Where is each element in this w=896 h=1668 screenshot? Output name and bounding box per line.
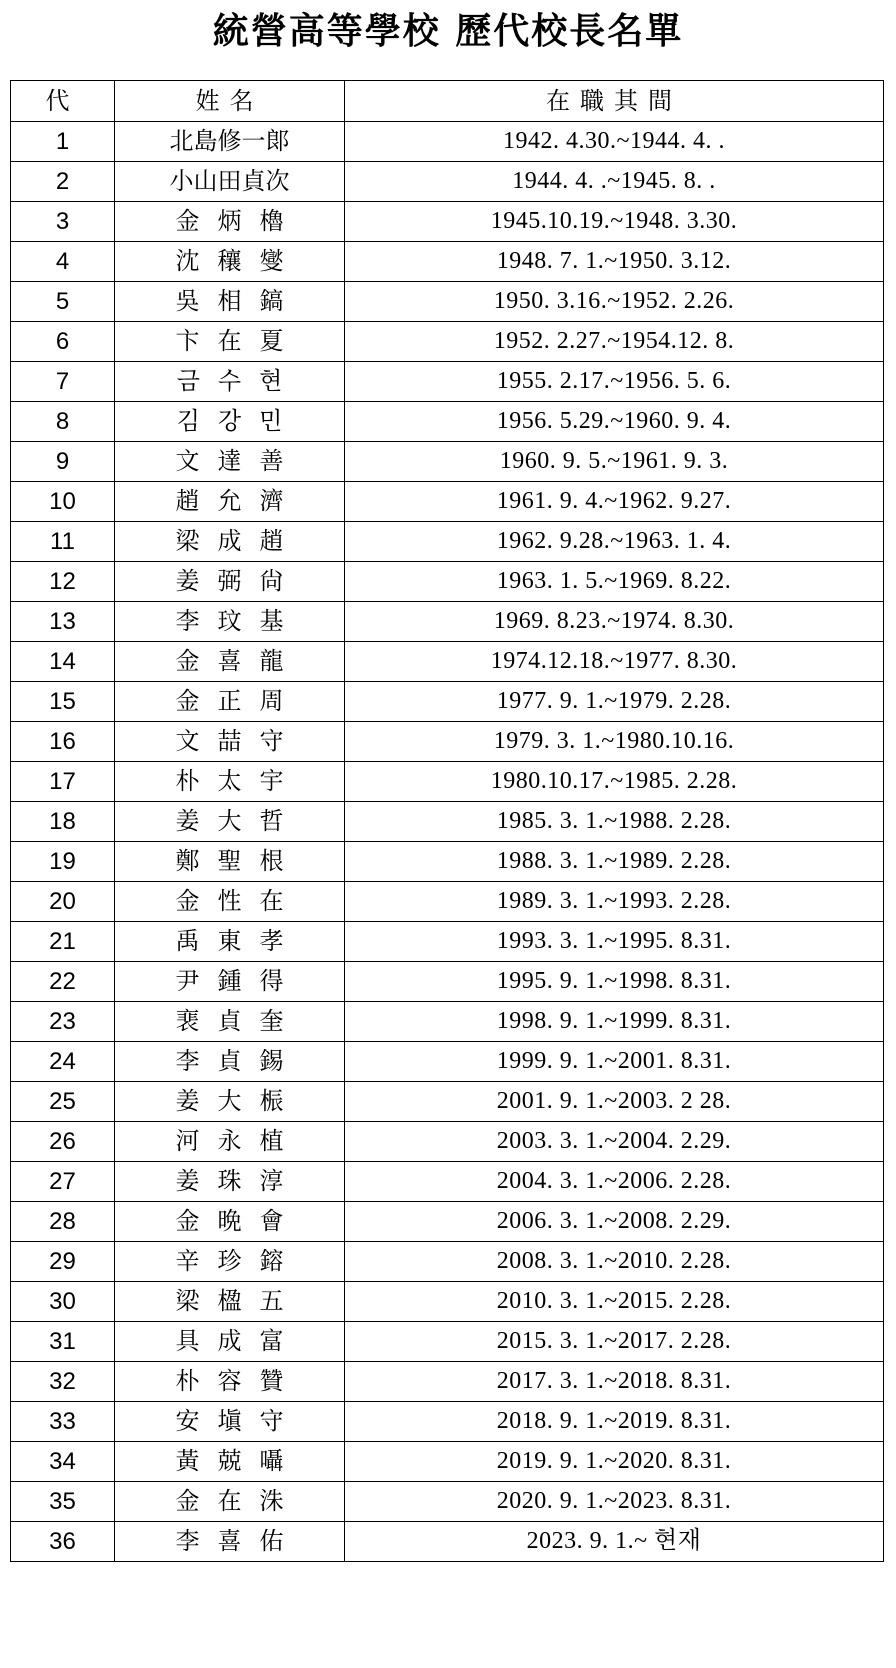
term-cell: 1998. 9. 1.~1999. 8.31. (345, 1002, 884, 1042)
term-cell: 1974.12.18.~1977. 8.30. (345, 642, 884, 682)
generation-cell: 9 (11, 442, 115, 482)
term-cell: 1980.10.17.~1985. 2.28. (345, 762, 884, 802)
table-row (11, 1242, 884, 1282)
principal-name: 安塡守 (175, 1407, 302, 1435)
term-cell: 1989. 3. 1.~1993. 2.28. (345, 882, 884, 922)
table-row (11, 1162, 884, 1202)
generation-cell: 36 (11, 1522, 115, 1562)
table-row (11, 842, 884, 882)
term-cell: 2001. 9. 1.~2003. 2 28. (345, 1082, 884, 1122)
principal-name: 姜珠淳 (175, 1167, 302, 1195)
table-row (11, 642, 884, 682)
term-cell: 1963. 1. 5.~1969. 8.22. (345, 562, 884, 602)
term-cell: 2017. 3. 1.~2018. 8.31. (345, 1362, 884, 1402)
principal-name: 文喆守 (175, 727, 302, 755)
generation-cell: 5 (11, 282, 115, 322)
term-cell: 1961. 9. 4.~1962. 9.27. (345, 482, 884, 522)
term-cell: 1979. 3. 1.~1980.10.16. (345, 722, 884, 762)
term-cell: 2015. 3. 1.~2017. 2.28. (345, 1322, 884, 1362)
principal-name: 裵貞奎 (175, 1007, 302, 1035)
table-row (11, 722, 884, 762)
principal-name: 朴太宇 (175, 767, 302, 795)
term-cell: 1969. 8.23.~1974. 8.30. (345, 602, 884, 642)
principal-name: 姜大桭 (175, 1087, 302, 1115)
name-cell (115, 122, 345, 162)
table-row (11, 762, 884, 802)
table-row (11, 1402, 884, 1442)
principal-name: 金喜龍 (175, 647, 302, 675)
generation-cell: 31 (11, 1322, 115, 1362)
table-row (11, 1002, 884, 1042)
table-row (11, 362, 884, 402)
name-cell (115, 1522, 345, 1562)
principal-name: 李貞錫 (175, 1047, 302, 1075)
principal-name: 姜大哲 (175, 807, 302, 835)
generation-cell: 23 (11, 1002, 115, 1042)
generation-cell: 24 (11, 1042, 115, 1082)
term-cell: 1950. 3.16.~1952. 2.26. (345, 282, 884, 322)
generation-cell: 35 (11, 1482, 115, 1522)
principal-name: 李玟基 (175, 607, 302, 635)
term-cell: 2006. 3. 1.~2008. 2.29. (345, 1202, 884, 1242)
page-title: 統營高等學校 歷代校長名單 (212, 11, 684, 52)
generation-cell: 10 (11, 482, 115, 522)
term-cell: 2023. 9. 1.~ 현재 (345, 1522, 884, 1562)
principal-name: 北島修一郞 (169, 127, 290, 155)
generation-cell: 15 (11, 682, 115, 722)
table-row (11, 1042, 884, 1082)
generation-cell: 21 (11, 922, 115, 962)
principal-name: 梁楹五 (175, 1287, 302, 1315)
header-generation: 代 (11, 81, 115, 122)
name-cell (115, 482, 345, 522)
term-cell: 1955. 2.17.~1956. 5. 6. (345, 362, 884, 402)
principal-name: 辛珍鎔 (175, 1247, 302, 1275)
table-row (11, 1202, 884, 1242)
name-cell (115, 682, 345, 722)
term-cell: 1952. 2.27.~1954.12. 8. (345, 322, 884, 362)
table-header-row (11, 81, 884, 122)
generation-cell: 7 (11, 362, 115, 402)
generation-cell: 16 (11, 722, 115, 762)
table-row (11, 522, 884, 562)
principal-name: 金性在 (175, 887, 302, 915)
generation-cell: 27 (11, 1162, 115, 1202)
name-cell (115, 402, 345, 442)
generation-cell: 3 (11, 202, 115, 242)
generation-cell: 12 (11, 562, 115, 602)
name-cell (115, 442, 345, 482)
term-cell: 1944. 4. .~1945. 8. . (345, 162, 884, 202)
table-row (11, 1082, 884, 1122)
table-row (11, 1322, 884, 1362)
term-cell: 1995. 9. 1.~1998. 8.31. (345, 962, 884, 1002)
principal-name: 具成富 (175, 1327, 302, 1355)
table-row (11, 962, 884, 1002)
table-row (11, 1482, 884, 1522)
generation-cell: 20 (11, 882, 115, 922)
name-cell (115, 602, 345, 642)
table-row (11, 322, 884, 362)
name-cell (115, 802, 345, 842)
principal-name: 卞在夏 (175, 327, 302, 355)
principal-name: 小山田貞次 (169, 167, 290, 195)
term-cell: 1962. 9.28.~1963. 1. 4. (345, 522, 884, 562)
principal-name: 梁成趙 (175, 527, 302, 555)
name-cell (115, 722, 345, 762)
generation-cell: 11 (11, 522, 115, 562)
principal-name: 李喜佑 (175, 1527, 302, 1555)
name-cell (115, 962, 345, 1002)
table-row (11, 602, 884, 642)
term-cell: 1993. 3. 1.~1995. 8.31. (345, 922, 884, 962)
generation-cell: 33 (11, 1402, 115, 1442)
generation-cell: 28 (11, 1202, 115, 1242)
name-cell (115, 1242, 345, 1282)
term-cell: 2018. 9. 1.~2019. 8.31. (345, 1402, 884, 1442)
term-cell: 2008. 3. 1.~2010. 2.28. (345, 1242, 884, 1282)
principal-name: 金正周 (175, 687, 302, 715)
principal-name: 鄭聖根 (175, 847, 302, 875)
term-cell: 2020. 9. 1.~2023. 8.31. (345, 1482, 884, 1522)
generation-cell: 22 (11, 962, 115, 1002)
name-cell (115, 842, 345, 882)
generation-cell: 32 (11, 1362, 115, 1402)
term-cell: 2004. 3. 1.~2006. 2.28. (345, 1162, 884, 1202)
principal-name: 金炳櫓 (175, 207, 302, 235)
table-row (11, 882, 884, 922)
generation-cell: 30 (11, 1282, 115, 1322)
header-name: 姓名 (115, 81, 345, 122)
term-cell: 1999. 9. 1.~2001. 8.31. (345, 1042, 884, 1082)
name-cell (115, 1082, 345, 1122)
table-row (11, 802, 884, 842)
principal-name: 河永植 (175, 1127, 302, 1155)
name-cell (115, 1282, 345, 1322)
table-row (11, 1362, 884, 1402)
header-term: 在職其間 (345, 81, 884, 122)
name-cell (115, 282, 345, 322)
principal-name: 沈穰燮 (175, 247, 302, 275)
generation-cell: 13 (11, 602, 115, 642)
name-cell (115, 522, 345, 562)
name-cell (115, 1362, 345, 1402)
table-row (11, 562, 884, 602)
principal-name: 文達善 (175, 447, 302, 475)
name-cell (115, 362, 345, 402)
table-row (11, 1522, 884, 1562)
term-cell: 2010. 3. 1.~2015. 2.28. (345, 1282, 884, 1322)
table-row (11, 1122, 884, 1162)
table-row (11, 482, 884, 522)
name-cell (115, 1042, 345, 1082)
term-cell: 2019. 9. 1.~2020. 8.31. (345, 1442, 884, 1482)
term-cell: 1988. 3. 1.~1989. 2.28. (345, 842, 884, 882)
name-cell (115, 242, 345, 282)
table-body (11, 122, 884, 1562)
generation-cell: 17 (11, 762, 115, 802)
table-row (11, 1442, 884, 1482)
generation-cell: 2 (11, 162, 115, 202)
generation-cell: 19 (11, 842, 115, 882)
name-cell (115, 202, 345, 242)
term-cell: 1942. 4.30.~1944. 4. . (345, 122, 884, 162)
principals-table (10, 80, 884, 1562)
name-cell (115, 762, 345, 802)
name-cell (115, 322, 345, 362)
principal-name: 金晩會 (175, 1207, 302, 1235)
generation-cell: 18 (11, 802, 115, 842)
term-cell: 2003. 3. 1.~2004. 2.29. (345, 1122, 884, 1162)
principal-name: 尹鍾得 (175, 967, 302, 995)
table-row (11, 682, 884, 722)
generation-cell: 6 (11, 322, 115, 362)
name-cell (115, 1002, 345, 1042)
name-cell (115, 562, 345, 602)
term-cell: 1945.10.19.~1948. 3.30. (345, 202, 884, 242)
principal-name: 朴容贊 (175, 1367, 302, 1395)
principal-name: 趙允濟 (175, 487, 302, 515)
generation-cell: 8 (11, 402, 115, 442)
principal-name: 금수현 (176, 367, 301, 395)
generation-cell: 14 (11, 642, 115, 682)
name-cell (115, 1202, 345, 1242)
table-row (11, 922, 884, 962)
name-cell (115, 1442, 345, 1482)
name-cell (115, 1402, 345, 1442)
principal-name: 姜弼尙 (175, 567, 302, 595)
name-cell (115, 1482, 345, 1522)
table-row (11, 402, 884, 442)
term-cell: 1985. 3. 1.~1988. 2.28. (345, 802, 884, 842)
table-row (11, 242, 884, 282)
name-cell (115, 1162, 345, 1202)
generation-cell: 1 (11, 122, 115, 162)
generation-cell: 29 (11, 1242, 115, 1282)
generation-cell: 4 (11, 242, 115, 282)
term-cell: 1977. 9. 1.~1979. 2.28. (345, 682, 884, 722)
generation-cell: 26 (11, 1122, 115, 1162)
principal-name: 黃兢囁 (175, 1447, 302, 1475)
table-row (11, 1282, 884, 1322)
name-cell (115, 1322, 345, 1362)
principal-name: 金在洙 (175, 1487, 302, 1515)
principal-name: 禹東孝 (175, 927, 302, 955)
generation-cell: 34 (11, 1442, 115, 1482)
table-row (11, 162, 884, 202)
table-row (11, 282, 884, 322)
table-row (11, 442, 884, 482)
principal-name: 吳相鎬 (175, 287, 302, 315)
generation-cell: 25 (11, 1082, 115, 1122)
name-cell (115, 642, 345, 682)
principal-name: 김강민 (176, 407, 301, 435)
name-cell (115, 922, 345, 962)
table-row (11, 122, 884, 162)
name-cell (115, 882, 345, 922)
name-cell (115, 1122, 345, 1162)
table-row (11, 202, 884, 242)
term-cell: 1960. 9. 5.~1961. 9. 3. (345, 442, 884, 482)
term-cell: 1948. 7. 1.~1950. 3.12. (345, 242, 884, 282)
term-cell: 1956. 5.29.~1960. 9. 4. (345, 402, 884, 442)
name-cell (115, 162, 345, 202)
